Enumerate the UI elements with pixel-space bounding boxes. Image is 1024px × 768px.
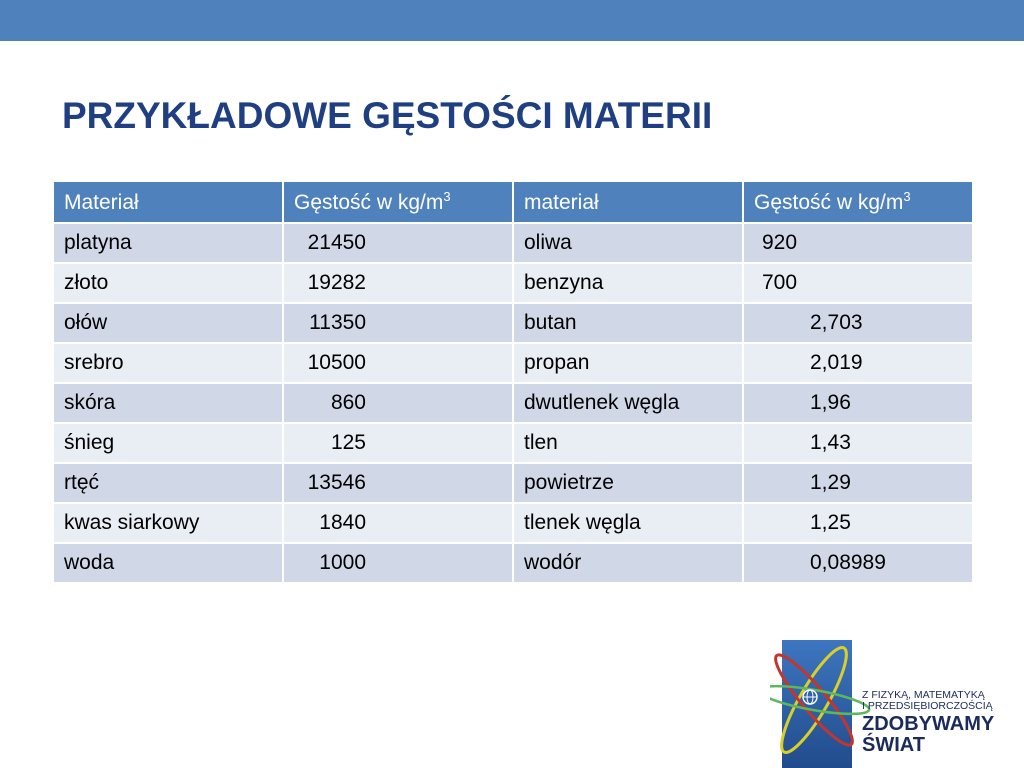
header-material-left: Materiał bbox=[53, 181, 283, 223]
left-material-cell: kwas siarkowy bbox=[53, 503, 283, 543]
left-density-cell bbox=[283, 303, 513, 343]
left-density-cell bbox=[283, 503, 513, 543]
right-density-cell bbox=[743, 383, 973, 423]
right-density-cell bbox=[743, 263, 973, 303]
top-accent-bar bbox=[0, 0, 1024, 41]
header-density-left: Gęstość w $kg/m^3$ bbox=[283, 181, 513, 223]
left-material-cell: śnieg bbox=[53, 423, 283, 463]
left-density-value: 860 bbox=[330, 391, 366, 414]
left-density-cell bbox=[283, 423, 513, 463]
table-row bbox=[53, 383, 973, 423]
right-density-cell bbox=[743, 343, 973, 383]
right-density-cell bbox=[743, 463, 973, 503]
table-header-row bbox=[53, 181, 973, 223]
right-density-value: 920 bbox=[762, 231, 798, 254]
table-row bbox=[53, 303, 973, 343]
logo-tagline-line2: I PRZEDSIĘBIORCZOŚCIĄ bbox=[862, 700, 993, 712]
left-material-cell: rtęć bbox=[53, 463, 283, 503]
right-density-value: 1,43 bbox=[810, 431, 851, 454]
right-material-cell: propan bbox=[513, 343, 743, 383]
slide-title: PRZYKŁADOWE GĘSTOŚCI MATERII bbox=[62, 95, 713, 136]
table-row bbox=[53, 263, 973, 303]
left-material-cell: ołów bbox=[53, 303, 283, 343]
left-material-cell: srebro bbox=[53, 343, 283, 383]
left-density-value: 21450 bbox=[307, 231, 366, 254]
right-density-cell bbox=[743, 503, 973, 543]
right-density-cell bbox=[743, 543, 973, 583]
table-row bbox=[53, 543, 973, 583]
left-density-value: 125 bbox=[330, 431, 366, 454]
right-material-cell: tlenek węgla bbox=[513, 503, 743, 543]
right-density-cell bbox=[743, 223, 973, 263]
right-material-cell: oliwa bbox=[513, 223, 743, 263]
header-density-right: Gęstość w $kg/m^3$ bbox=[743, 181, 973, 223]
logo-tagline-line1: Z FIZYKĄ, MATEMATYKĄ bbox=[862, 689, 985, 701]
left-density-cell bbox=[283, 543, 513, 583]
right-density-value: 1,96 bbox=[810, 391, 851, 414]
right-density-value: 1,25 bbox=[810, 511, 851, 534]
table-row bbox=[53, 503, 973, 543]
left-density-cell bbox=[283, 463, 513, 503]
left-density-cell bbox=[283, 223, 513, 263]
left-density-value: 10500 bbox=[307, 351, 366, 374]
program-logo bbox=[770, 622, 1024, 768]
right-density-cell bbox=[743, 423, 973, 463]
right-material-cell: benzyna bbox=[513, 263, 743, 303]
right-density-value: 0,08989 bbox=[810, 551, 886, 574]
left-density-cell bbox=[283, 343, 513, 383]
left-density-value: 19282 bbox=[307, 271, 366, 294]
table-row bbox=[53, 463, 973, 503]
right-material-cell: butan bbox=[513, 303, 743, 343]
right-material-cell: wodór bbox=[513, 543, 743, 583]
logo-brand-line1: ZDOBYWAMY bbox=[862, 713, 995, 735]
right-material-cell: tlen bbox=[513, 423, 743, 463]
header-material-right: materiał bbox=[513, 181, 743, 223]
table-row bbox=[53, 223, 973, 263]
right-density-cell bbox=[743, 303, 973, 343]
left-density-value: 1000 bbox=[319, 551, 366, 574]
left-density-value: 1840 bbox=[319, 511, 366, 534]
right-density-value: 2,703 bbox=[810, 311, 863, 334]
left-density-cell bbox=[283, 383, 513, 423]
left-material-cell: woda bbox=[53, 543, 283, 583]
right-density-value: 2,019 bbox=[810, 351, 863, 374]
left-density-cell bbox=[283, 263, 513, 303]
right-material-cell: dwutlenek węgla bbox=[513, 383, 743, 423]
logo-brand-line2: ŚWIAT bbox=[862, 734, 925, 756]
right-material-cell: powietrze bbox=[513, 463, 743, 503]
left-material-cell: złoto bbox=[53, 263, 283, 303]
left-material-cell: skóra bbox=[53, 383, 283, 423]
density-table bbox=[52, 180, 974, 584]
table-row bbox=[53, 423, 973, 463]
right-density-value: 1,29 bbox=[810, 471, 851, 494]
left-density-value: 11350 bbox=[309, 311, 366, 334]
left-density-value: 13546 bbox=[307, 471, 366, 494]
table-row bbox=[53, 343, 973, 383]
right-density-value: 700 bbox=[762, 271, 798, 294]
left-material-cell: platyna bbox=[53, 223, 283, 263]
